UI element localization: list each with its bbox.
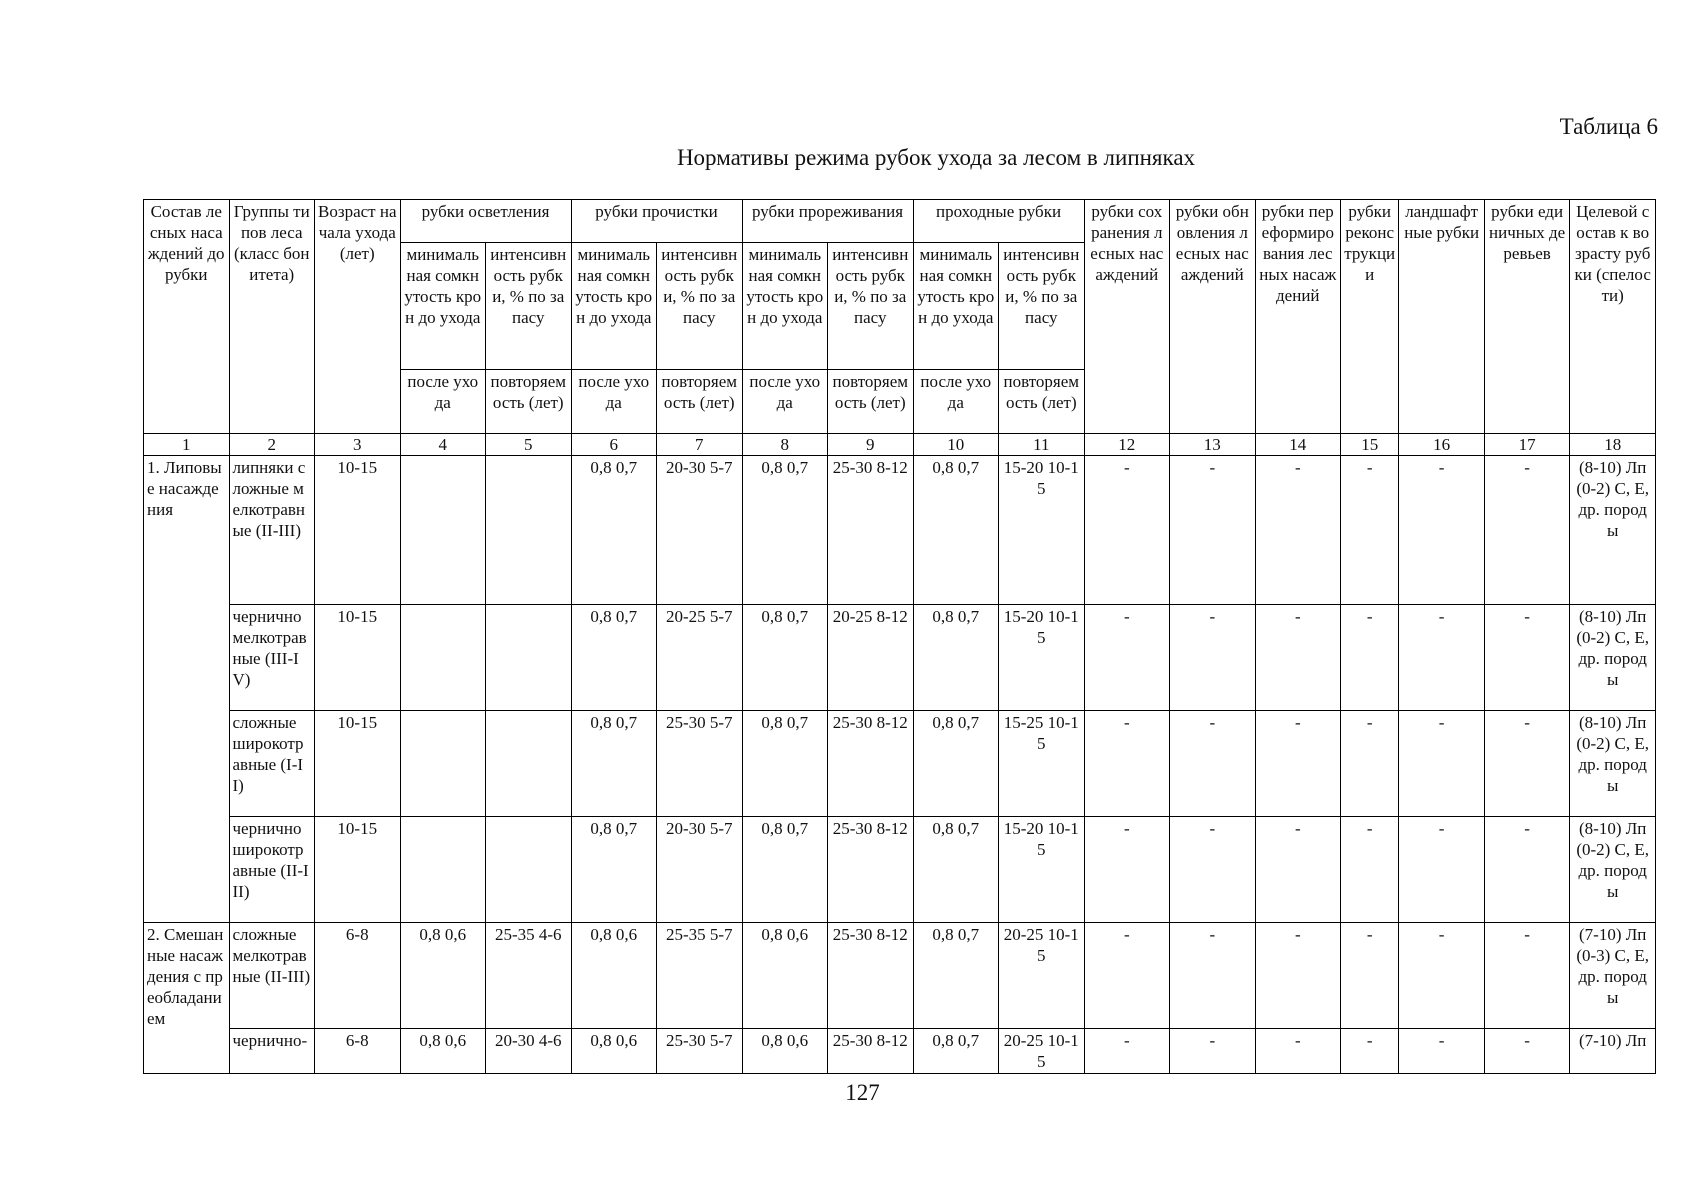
header-reformation: рубки переформирования лесных насаждений bbox=[1255, 200, 1341, 434]
header-min-density: минимальная сомкнутость крон до ухода bbox=[400, 243, 486, 370]
thinning-intensity-cell: 25-30 8-12 bbox=[828, 923, 914, 1029]
preservation-cell: - bbox=[1084, 923, 1170, 1029]
thinning-intensity-cell: 25-30 8-12 bbox=[828, 817, 914, 923]
clarification-intensity-cell bbox=[486, 711, 572, 817]
landscape-cell: - bbox=[1399, 1029, 1485, 1074]
age-cell: 10-15 bbox=[315, 711, 401, 817]
cleaning-density-cell: 0,8 0,7 bbox=[571, 605, 657, 711]
reconstruction-cell: - bbox=[1341, 923, 1399, 1029]
clarification-intensity-cell: 25-35 4-6 bbox=[486, 923, 572, 1029]
target-composition-cell: (8-10) Лп (0-2) С, Е, др. породы bbox=[1570, 456, 1656, 605]
column-number: 14 bbox=[1255, 434, 1341, 456]
reformation-cell: - bbox=[1255, 923, 1341, 1029]
reconstruction-cell: - bbox=[1341, 605, 1399, 711]
column-number: 17 bbox=[1484, 434, 1570, 456]
header-intensity: интенсивность рубки, % по запасу bbox=[999, 243, 1085, 370]
renewal-cell: - bbox=[1170, 817, 1256, 923]
cleaning-density-cell: 0,8 0,6 bbox=[571, 923, 657, 1029]
target-composition-cell: (7-10) Лп (0-3) С, Е, др. породы bbox=[1570, 923, 1656, 1029]
reformation-cell: - bbox=[1255, 456, 1341, 605]
clarification-density-cell bbox=[400, 817, 486, 923]
thinning-density-cell: 0,8 0,7 bbox=[742, 711, 828, 817]
forest-type-cell: сложные широкотравные (I-II) bbox=[229, 711, 315, 817]
header-intensity: интенсивность рубки, % по запасу bbox=[828, 243, 914, 370]
header-reconstruction: рубки реконструкции bbox=[1341, 200, 1399, 434]
forest-type-cell: черничноширокотравные (II-III) bbox=[229, 817, 315, 923]
page-number: 127 bbox=[845, 1080, 880, 1105]
reformation-cell: - bbox=[1255, 711, 1341, 817]
single-trees-cell: - bbox=[1484, 605, 1570, 711]
target-composition-cell: (7-10) Лп bbox=[1570, 1029, 1656, 1074]
header-repeat: повторяем ость (лет) bbox=[486, 370, 572, 434]
table-title: Нормативы режима рубок ухода за лесом в липняках bbox=[676, 145, 1196, 170]
norms-table bbox=[143, 199, 1656, 1074]
header-cleaning: рубки прочистки bbox=[571, 200, 742, 243]
column-number: 6 bbox=[571, 434, 657, 456]
landscape-cell: - bbox=[1399, 817, 1485, 923]
header-landscape: ландшафтные рубки bbox=[1399, 200, 1485, 434]
header-after-care: после ухода bbox=[571, 370, 657, 434]
header-preservation: рубки сохранения лесных насаждений bbox=[1084, 200, 1170, 434]
group-label: 2. Смешанные насаждения с преобладанием bbox=[144, 923, 230, 1074]
passage-intensity-cell: 20-25 10-15 bbox=[999, 1029, 1085, 1074]
preservation-cell: - bbox=[1084, 1029, 1170, 1074]
landscape-cell: - bbox=[1399, 923, 1485, 1029]
passage-intensity-cell: 15-20 10-15 bbox=[999, 456, 1085, 605]
header-after-care: после ухода bbox=[400, 370, 486, 434]
cleaning-density-cell: 0,8 0,7 bbox=[571, 817, 657, 923]
cleaning-intensity-cell: 25-30 5-7 bbox=[657, 711, 743, 817]
reformation-cell: - bbox=[1255, 817, 1341, 923]
header-intensity: интенсивность рубки, % по запасу bbox=[657, 243, 743, 370]
header-min-density: минимальная сомкнутость крон до ухода bbox=[571, 243, 657, 370]
header-min-density: минимальная сомкнутость крон до ухода bbox=[913, 243, 999, 370]
header-repeat: повторяемость (лет) bbox=[828, 370, 914, 434]
header-min-density: минимальная сомкнутость крон до ухода bbox=[742, 243, 828, 370]
single-trees-cell: - bbox=[1484, 817, 1570, 923]
header-clarification: рубки осветления bbox=[400, 200, 571, 243]
age-cell: 6-8 bbox=[315, 923, 401, 1029]
header-row-1 bbox=[144, 200, 1656, 243]
table-row bbox=[144, 605, 1656, 711]
clarification-density-cell: 0,8 0,6 bbox=[400, 1029, 486, 1074]
renewal-cell: - bbox=[1170, 711, 1256, 817]
table-row bbox=[144, 817, 1656, 923]
passage-density-cell: 0,8 0,7 bbox=[913, 605, 999, 711]
thinning-intensity-cell: 20-25 8-12 bbox=[828, 605, 914, 711]
header-repeat: повторяемость (лет) bbox=[657, 370, 743, 434]
thinning-density-cell: 0,8 0,6 bbox=[742, 1029, 828, 1074]
table-row bbox=[144, 456, 1656, 605]
target-composition-cell: (8-10) Лп (0-2) С, Е, др. породы bbox=[1570, 605, 1656, 711]
column-number: 7 bbox=[657, 434, 743, 456]
age-cell: 10-15 bbox=[315, 456, 401, 605]
passage-density-cell: 0,8 0,7 bbox=[913, 817, 999, 923]
header-composition: Состав лесных насаждений до рубки bbox=[144, 200, 230, 434]
header-start-age: Возраст начала ухода (лет) bbox=[315, 200, 401, 434]
column-number: 10 bbox=[913, 434, 999, 456]
cleaning-density-cell: 0,8 0,6 bbox=[571, 1029, 657, 1074]
cleaning-intensity-cell: 20-30 5-7 bbox=[657, 456, 743, 605]
column-number: 5 bbox=[486, 434, 572, 456]
cleaning-intensity-cell: 20-30 5-7 bbox=[657, 817, 743, 923]
renewal-cell: - bbox=[1170, 1029, 1256, 1074]
column-number: 11 bbox=[999, 434, 1085, 456]
reformation-cell: - bbox=[1255, 1029, 1341, 1074]
forest-type-cell: чернично- bbox=[229, 1029, 315, 1074]
passage-density-cell: 0,8 0,7 bbox=[913, 711, 999, 817]
header-target-composition: Целевой состав к возрасту рубки (спелости) bbox=[1570, 200, 1656, 434]
reconstruction-cell: - bbox=[1341, 711, 1399, 817]
single-trees-cell: - bbox=[1484, 711, 1570, 817]
header-renewal: рубки обновления лесных насаждений bbox=[1170, 200, 1256, 434]
clarification-density-cell bbox=[400, 605, 486, 711]
header-forest-groups: Группы типов леса (класс бонитета) bbox=[229, 200, 315, 434]
renewal-cell: - bbox=[1170, 923, 1256, 1029]
thinning-density-cell: 0,8 0,6 bbox=[742, 923, 828, 1029]
single-trees-cell: - bbox=[1484, 923, 1570, 1029]
preservation-cell: - bbox=[1084, 605, 1170, 711]
thinning-intensity-cell: 25-30 8-12 bbox=[828, 1029, 914, 1074]
forest-type-cell: черничномелкотравные (III-IV) bbox=[229, 605, 315, 711]
renewal-cell: - bbox=[1170, 456, 1256, 605]
header-after-care: после ухода bbox=[742, 370, 828, 434]
header-passage: проходные рубки bbox=[913, 200, 1084, 243]
clarification-density-cell: 0,8 0,6 bbox=[400, 923, 486, 1029]
header-intensity: интенсивность рубки, % по запасу bbox=[486, 243, 572, 370]
clarification-density-cell bbox=[400, 711, 486, 817]
table-row bbox=[144, 923, 1656, 1029]
age-cell: 6-8 bbox=[315, 1029, 401, 1074]
column-number: 9 bbox=[828, 434, 914, 456]
passage-density-cell: 0,8 0,7 bbox=[913, 456, 999, 605]
group-label: 1. Липовые насаждения bbox=[144, 456, 230, 923]
cleaning-density-cell: 0,8 0,7 bbox=[571, 711, 657, 817]
single-trees-cell: - bbox=[1484, 456, 1570, 605]
landscape-cell: - bbox=[1399, 456, 1485, 605]
passage-intensity-cell: 15-20 10-15 bbox=[999, 605, 1085, 711]
age-cell: 10-15 bbox=[315, 817, 401, 923]
header-single-trees: рубки единичных деревьев bbox=[1484, 200, 1570, 434]
passage-intensity-cell: 15-25 10-15 bbox=[999, 711, 1085, 817]
forest-type-cell: сложные мелкотравные (II-III) bbox=[229, 923, 315, 1029]
header-after-care: после ухода bbox=[913, 370, 999, 434]
cleaning-intensity-cell: 20-25 5-7 bbox=[657, 605, 743, 711]
column-number: 4 bbox=[400, 434, 486, 456]
passage-intensity-cell: 20-25 10-15 bbox=[999, 923, 1085, 1029]
thinning-intensity-cell: 25-30 8-12 bbox=[828, 456, 914, 605]
reconstruction-cell: - bbox=[1341, 817, 1399, 923]
clarification-density-cell bbox=[400, 456, 486, 605]
header-thinning: рубки прореживания bbox=[742, 200, 913, 243]
thinning-density-cell: 0,8 0,7 bbox=[742, 605, 828, 711]
header-repeat: повторяемость (лет) bbox=[999, 370, 1085, 434]
target-composition-cell: (8-10) Лп (0-2) С, Е, др. породы bbox=[1570, 711, 1656, 817]
column-number-row bbox=[144, 434, 1656, 456]
thinning-intensity-cell: 25-30 8-12 bbox=[828, 711, 914, 817]
landscape-cell: - bbox=[1399, 711, 1485, 817]
target-composition-cell: (8-10) Лп (0-2) С, Е, др. породы bbox=[1570, 817, 1656, 923]
column-number: 8 bbox=[742, 434, 828, 456]
age-cell: 10-15 bbox=[315, 605, 401, 711]
cleaning-density-cell: 0,8 0,7 bbox=[571, 456, 657, 605]
thinning-density-cell: 0,8 0,7 bbox=[742, 456, 828, 605]
column-number: 2 bbox=[229, 434, 315, 456]
single-trees-cell: - bbox=[1484, 1029, 1570, 1074]
preservation-cell: - bbox=[1084, 711, 1170, 817]
landscape-cell: - bbox=[1399, 605, 1485, 711]
clarification-intensity-cell bbox=[486, 605, 572, 711]
table-row bbox=[144, 711, 1656, 817]
preservation-cell: - bbox=[1084, 456, 1170, 605]
column-number: 16 bbox=[1399, 434, 1485, 456]
reformation-cell: - bbox=[1255, 605, 1341, 711]
column-number: 13 bbox=[1170, 434, 1256, 456]
passage-density-cell: 0,8 0,7 bbox=[913, 923, 999, 1029]
column-number: 1 bbox=[144, 434, 230, 456]
column-number: 3 bbox=[315, 434, 401, 456]
forest-type-cell: липняки сложные мелкотравные (II-III) bbox=[229, 456, 315, 605]
cleaning-intensity-cell: 25-30 5-7 bbox=[657, 1029, 743, 1074]
clarification-intensity-cell: 20-30 4-6 bbox=[486, 1029, 572, 1074]
thinning-density-cell: 0,8 0,7 bbox=[742, 817, 828, 923]
column-number: 18 bbox=[1570, 434, 1656, 456]
clarification-intensity-cell bbox=[486, 817, 572, 923]
column-number: 12 bbox=[1084, 434, 1170, 456]
reconstruction-cell: - bbox=[1341, 456, 1399, 605]
passage-density-cell: 0,8 0,7 bbox=[913, 1029, 999, 1074]
clarification-intensity-cell bbox=[486, 456, 572, 605]
column-number: 15 bbox=[1341, 434, 1399, 456]
reconstruction-cell: - bbox=[1341, 1029, 1399, 1074]
preservation-cell: - bbox=[1084, 817, 1170, 923]
table-caption: Таблица 6 bbox=[1559, 114, 1658, 139]
cleaning-intensity-cell: 25-35 5-7 bbox=[657, 923, 743, 1029]
passage-intensity-cell: 15-20 10-15 bbox=[999, 817, 1085, 923]
renewal-cell: - bbox=[1170, 605, 1256, 711]
table-row bbox=[144, 1029, 1656, 1074]
